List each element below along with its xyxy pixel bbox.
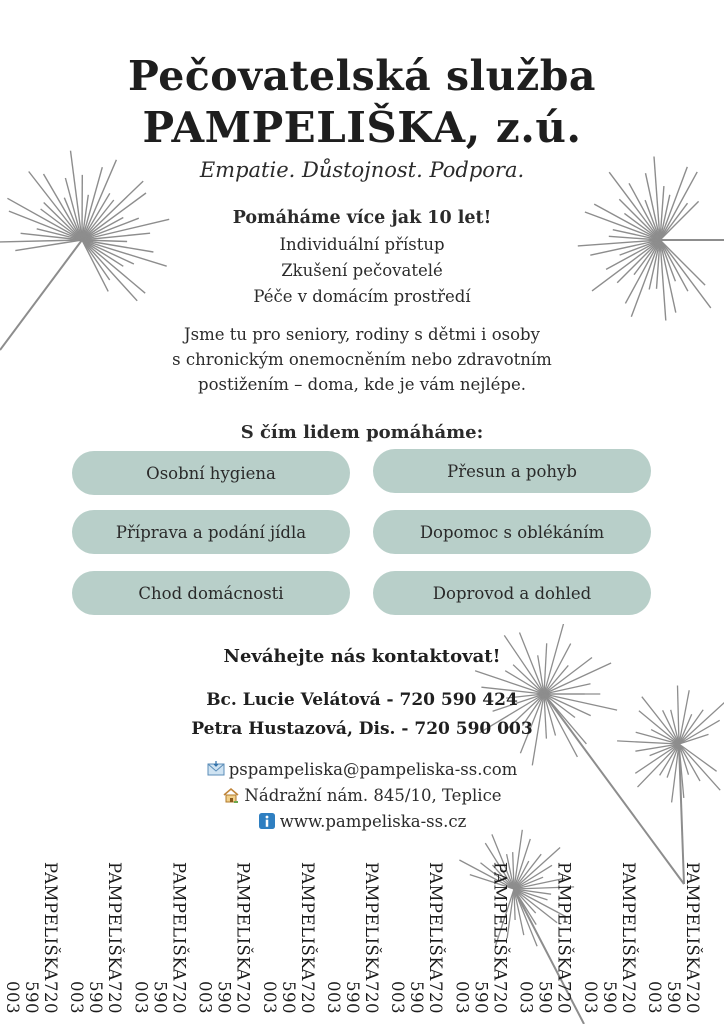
contact-person-2: Petra Hustazová, Dis. - 720 590 003 [191, 719, 533, 739]
title-line-2: PAMPELIŠKA, z.ú. [142, 103, 582, 152]
strip-phone: 720 590 003 [259, 980, 317, 1014]
tear-off-strip [195, 862, 253, 1022]
intro-point-2: Zkušení pečovatelé [281, 261, 443, 280]
strip-name: PAMPELIŠKA [105, 862, 125, 981]
service-pill: Osobní hygiena [72, 451, 350, 495]
strip-phone: 720 590 003 [3, 980, 60, 1014]
strip-phone: 720 590 003 [131, 980, 189, 1014]
tear-off-strip [3, 862, 60, 1022]
strip-name: PAMPELIŠKA [41, 862, 60, 981]
description-line-3: postižením – doma, kde je vám nejlépe. [198, 375, 526, 394]
strip-name: PAMPELIŠKA [554, 862, 574, 981]
tear-off-strip [67, 862, 125, 1022]
strip-name: PAMPELIŠKA [297, 862, 317, 981]
service-pill: Chod domácnosti [72, 571, 350, 615]
service-pill: Doprovod a dohled [373, 571, 651, 615]
title-line-1: Pečovatelská služba [128, 52, 596, 100]
contact-heading: Neváhejte nás kontaktovat! [223, 646, 501, 667]
strip-phone: 720 590 003 [645, 980, 702, 1014]
strip-phone: 720 590 003 [452, 980, 510, 1014]
strip-phone: 720 590 003 [67, 980, 125, 1014]
address-line [0, 786, 724, 805]
tear-off-strip [388, 862, 446, 1022]
description-line-2: s chronickým onemocněním nebo zdravotním [172, 350, 552, 369]
tear-off-strip [645, 862, 702, 1022]
tear-off-strip [516, 862, 574, 1022]
tear-off-strip [131, 862, 189, 1022]
tear-off-strip [259, 862, 317, 1022]
tear-off-strips [0, 862, 724, 1024]
strip-name: PAMPELIŠKA [362, 862, 381, 981]
strip-phone: 720 590 003 [324, 980, 381, 1014]
web-link[interactable]: www.pampeliska-ss.cz [279, 812, 467, 831]
tear-off-strip [324, 862, 381, 1022]
info-icon [258, 813, 276, 829]
strip-name: PAMPELIŠKA [233, 862, 253, 981]
tear-off-strip [452, 862, 510, 1022]
contact-person-1: Bc. Lucie Velátová - 720 590 424 [206, 690, 518, 710]
description-line-1: Jsme tu pro seniory, rodiny s dětmi i osoby [184, 325, 540, 344]
tear-off-strip [580, 862, 638, 1022]
house-icon [222, 787, 240, 803]
address-text: Nádražní nám. 845/10, Teplice [244, 786, 502, 805]
strip-phone: 720 590 003 [388, 980, 446, 1014]
tagline: Empatie. Důstojnost. Podpora. [199, 158, 525, 182]
web-line [0, 812, 724, 831]
intro-point-3: Péče v domácím prostředí [253, 287, 471, 306]
intro-headline: Pomáháme více jak 10 let! [232, 208, 492, 228]
envelope-icon [207, 761, 225, 777]
service-pill: Dopomoc s oblékáním [373, 510, 651, 554]
email-link[interactable]: pspampeliska@pampeliska-ss.com [228, 760, 518, 779]
strip-name: PAMPELIŠKA [683, 862, 702, 981]
service-pill: Přesun a pohyb [373, 449, 651, 493]
strip-name: PAMPELIŠKA [618, 862, 638, 981]
email-line [0, 760, 724, 779]
strip-name: PAMPELIŠKA [426, 862, 446, 981]
strip-name: PAMPELIŠKA [169, 862, 189, 981]
services-heading: S čím lidem pomáháme: [240, 422, 484, 443]
strip-phone: 720 590 003 [580, 980, 638, 1014]
service-pill: Příprava a podání jídla [72, 510, 350, 554]
intro-point-1: Individuální přístup [279, 235, 445, 254]
strip-name: PAMPELIŠKA [490, 862, 510, 981]
strip-phone: 720 590 003 [516, 980, 574, 1014]
strip-phone: 720 590 003 [195, 980, 253, 1014]
